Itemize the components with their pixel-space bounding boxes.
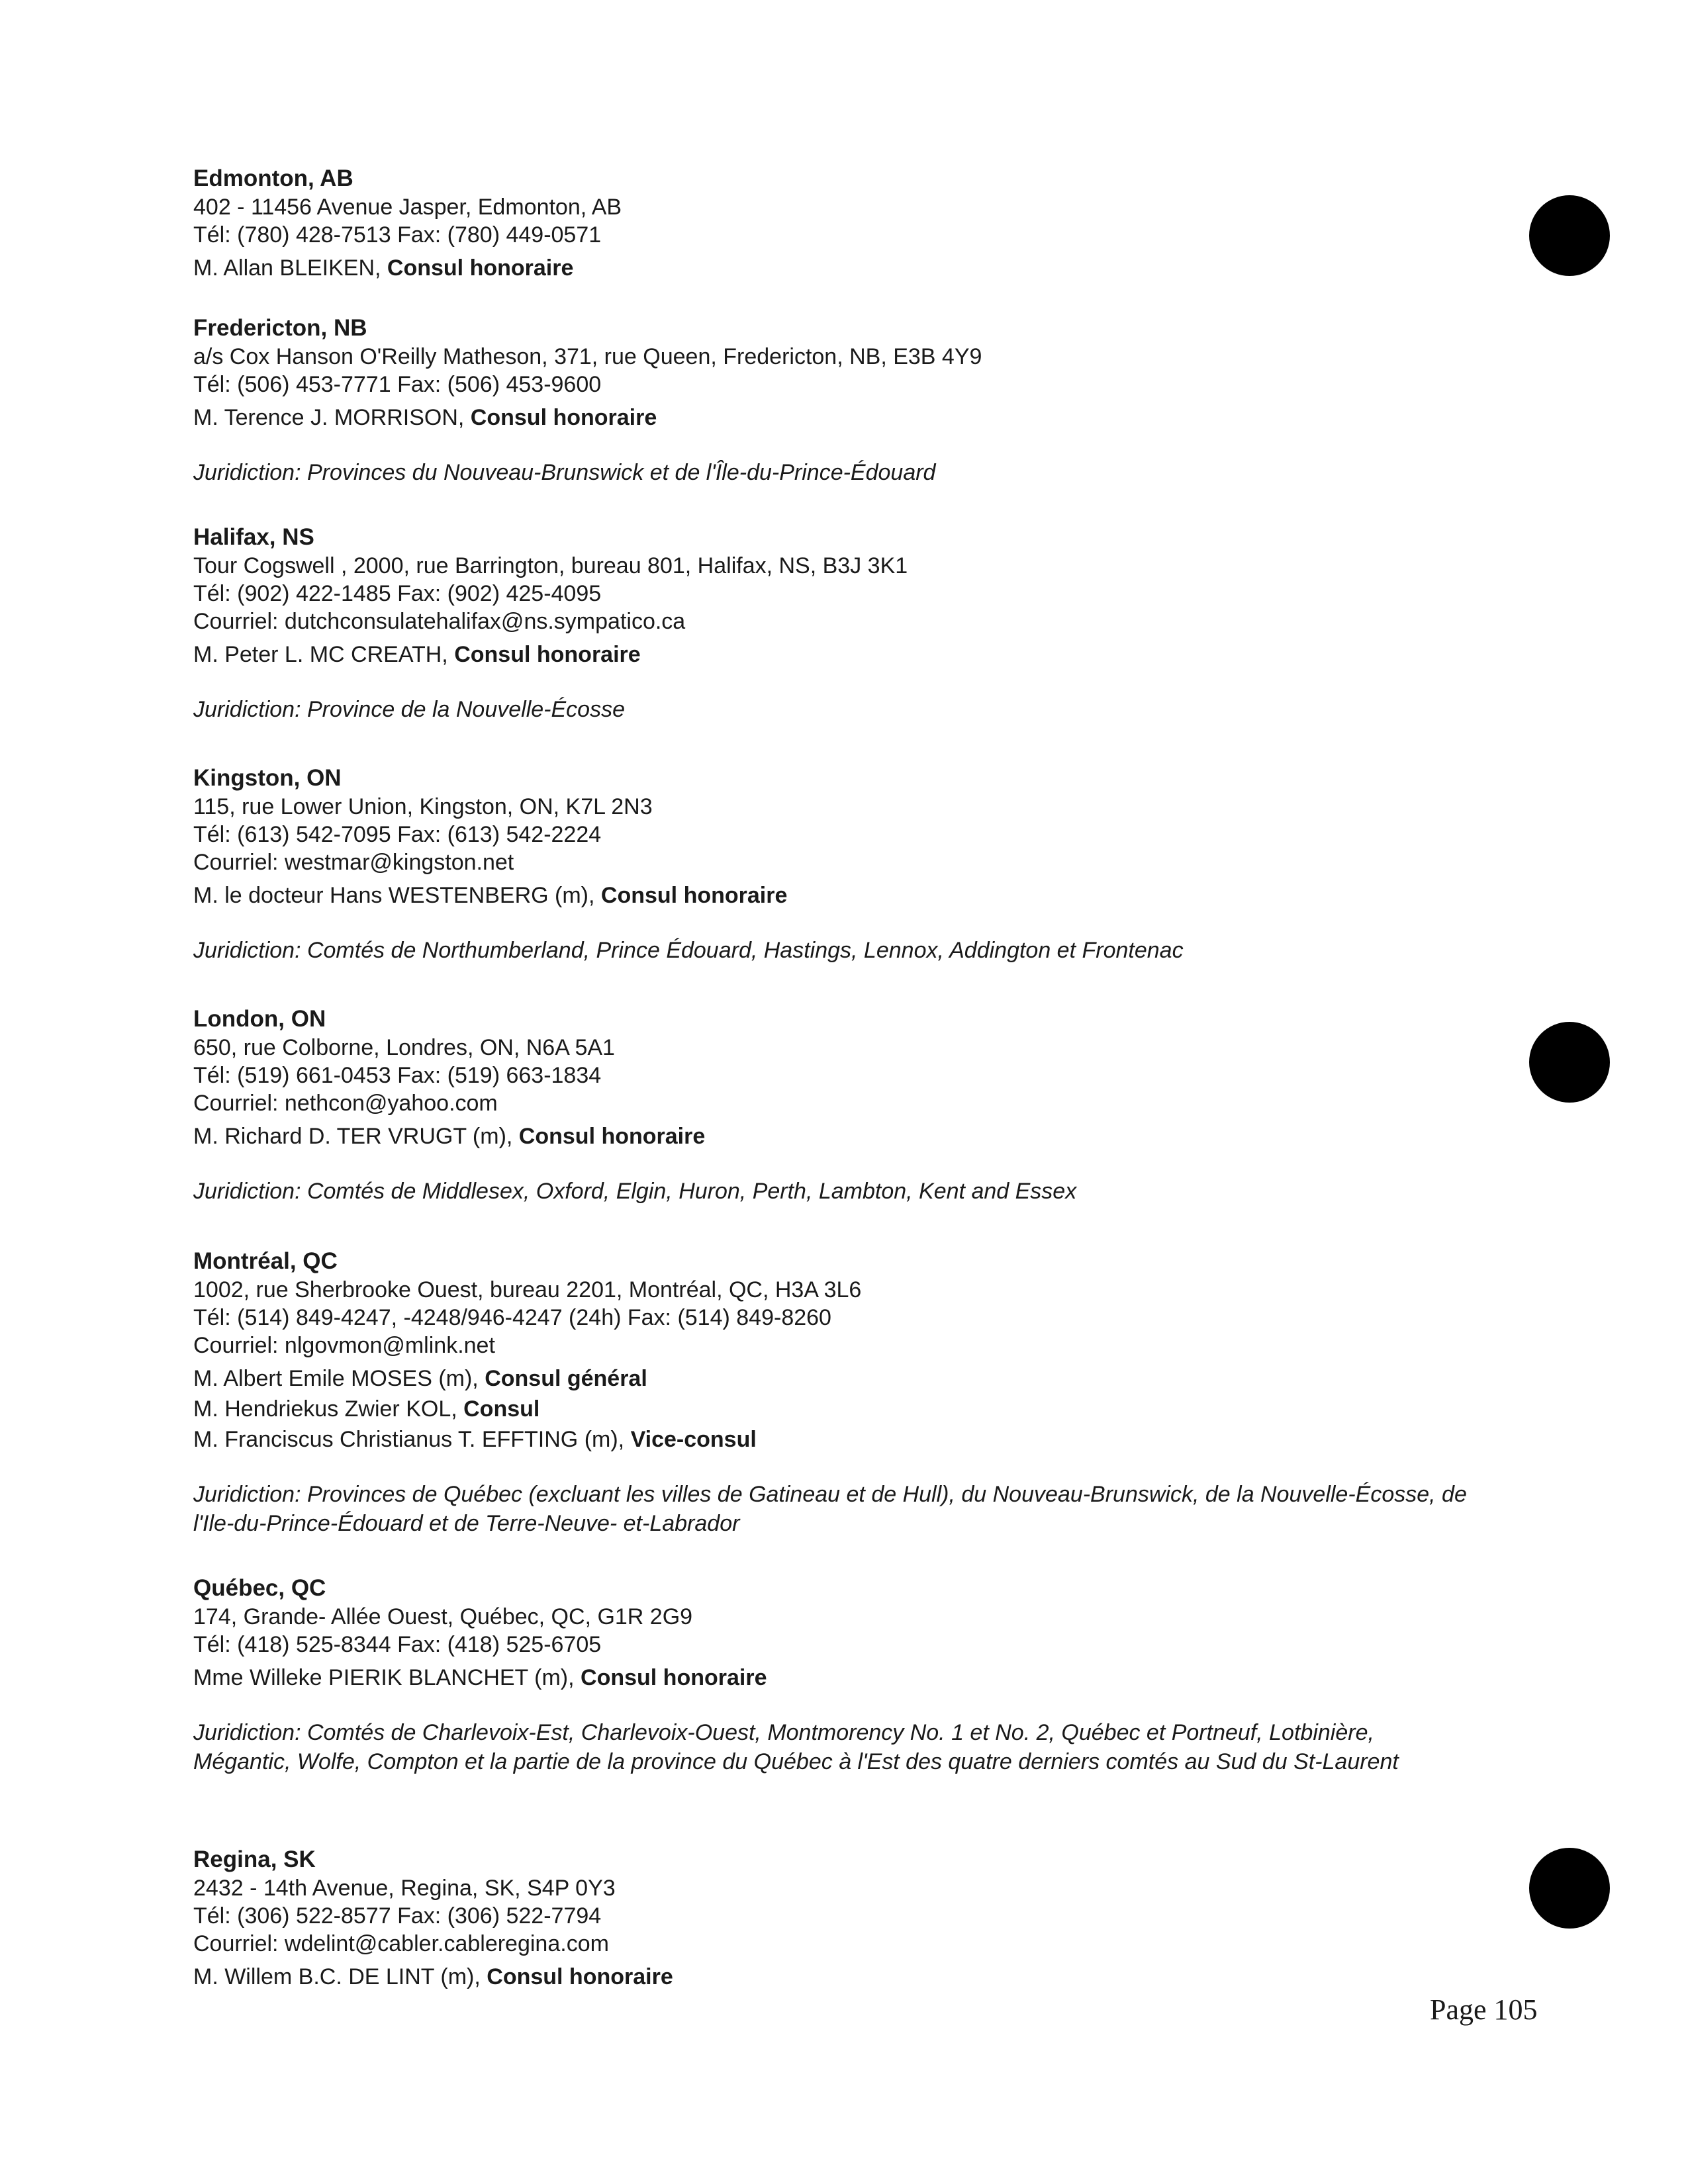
address-line: 402 - 11456 Avenue Jasper, Edmonton, AB	[193, 195, 622, 220]
consul-line	[193, 1121, 1517, 1152]
jurisdiction-note: Juridiction: Provinces de Québec (excluant les villes de Gatineau et de Hull), du Nouveau-Brunswick, de la Nouvelle-Écosse, de l'Ile-du-Prince-Édouard et de Terre-Neuve- et-Labrador	[193, 1482, 1467, 1536]
consulate-entry-montreal	[193, 1247, 1517, 1538]
consul-title: Consul honoraire	[454, 642, 641, 667]
address-line: Tour Cogswell , 2000, rue Barrington, bureau 801, Halifax, NS, B3J 3K1	[193, 553, 908, 578]
consulate-entry-quebec	[193, 1574, 1517, 1776]
consul-line	[193, 1962, 1517, 1992]
consul-title: Consul honoraire	[470, 405, 657, 430]
jurisdiction-note: Juridiction: Comtés de Middlesex, Oxford, Elgin, Huron, Perth, Lambton, Kent and Essex	[193, 1179, 1077, 1204]
email-line: Courriel: nethcon@yahoo.com	[193, 1091, 498, 1116]
phone-fax-line: Tél: (306) 522-8577 Fax: (306) 522-7794	[193, 1903, 602, 1929]
consul-name: M. Willem B.C. DE LINT (m),	[193, 1964, 487, 1989]
jurisdiction-note: Juridiction: Provinces du Nouveau-Brunswick et de l'Île-du-Prince-Édouard	[193, 460, 936, 485]
consul-name: M. Allan BLEIKEN,	[193, 255, 387, 281]
email-line: Courriel: westmar@kingston.net	[193, 850, 514, 875]
consul-line	[193, 639, 1517, 670]
consul-line	[193, 1424, 1517, 1455]
address-line: a/s Cox Hanson O'Reilly Matheson, 371, rue Queen, Fredericton, NB, E3B 4Y9	[193, 344, 982, 369]
consul-line	[193, 1363, 1517, 1394]
consul-line	[193, 1662, 1517, 1693]
consulate-entry-edmonton	[193, 164, 1517, 283]
phone-fax-line: Tél: (902) 422-1485 Fax: (902) 425-4095	[193, 581, 602, 606]
phone-fax-line: Tél: (514) 849-4247, -4248/946-4247 (24h) Fax: (514) 849-8260	[193, 1305, 831, 1330]
phone-fax-line: Tél: (418) 525-8344 Fax: (418) 525-6705	[193, 1632, 602, 1657]
consulate-entry-halifax	[193, 523, 1517, 724]
consulate-entry-fredericton	[193, 314, 1517, 487]
consulate-entry-london	[193, 1005, 1517, 1206]
consul-name: M. le docteur Hans WESTENBERG (m),	[193, 883, 601, 908]
city-heading: Montréal, QC	[193, 1248, 338, 1274]
phone-fax-line: Tél: (519) 661-0453 Fax: (519) 663-1834	[193, 1063, 602, 1088]
address-line: 2432 - 14th Avenue, Regina, SK, S4P 0Y3	[193, 1876, 616, 1901]
consul-title: Vice-consul	[630, 1427, 757, 1452]
consul-title: Consul général	[485, 1366, 647, 1391]
email-line: Courriel: dutchconsulatehalifax@ns.sympatico.ca	[193, 609, 686, 634]
city-heading: Halifax, NS	[193, 524, 314, 550]
city-heading: Regina, SK	[193, 1846, 316, 1872]
city-heading: Québec, QC	[193, 1575, 326, 1601]
city-heading: Edmonton, AB	[193, 165, 353, 191]
consul-line	[193, 1394, 1517, 1424]
punch-hole-middle	[1529, 1022, 1610, 1103]
punch-hole-bottom	[1529, 1848, 1610, 1929]
consulate-entry-regina	[193, 1845, 1517, 1992]
consul-name: M. Richard D. TER VRUGT (m),	[193, 1124, 519, 1149]
consul-line	[193, 253, 1517, 283]
email-line: Courriel: nlgovmon@mlink.net	[193, 1333, 495, 1358]
jurisdiction-note: Juridiction: Comtés de Northumberland, Prince Édouard, Hastings, Lennox, Addington et Frontenac	[193, 938, 1184, 963]
address-line: 174, Grande- Allée Ouest, Québec, QC, G1R 2G9	[193, 1604, 693, 1629]
jurisdiction-note: Juridiction: Comtés de Charlevoix-Est, Charlevoix-Ouest, Montmorency No. 1 et No. 2, Québec et Portneuf, Lotbinière, Mégantic, Wolfe, Compton et la partie de la province du Québec à l'Est des quatre derniers comtés au Sud du St-Laurent	[193, 1720, 1399, 1774]
consul-title: Consul	[463, 1396, 540, 1422]
consul-line	[193, 880, 1517, 911]
consul-title: Consul honoraire	[581, 1665, 767, 1690]
consul-name: M. Albert Emile MOSES (m),	[193, 1366, 485, 1391]
email-line: Courriel: wdelint@cabler.cableregina.com	[193, 1931, 609, 1956]
consul-title: Consul honoraire	[487, 1964, 673, 1989]
consulate-entry-kingston	[193, 764, 1517, 965]
consul-title: Consul honoraire	[387, 255, 574, 281]
city-heading: Fredericton, NB	[193, 315, 367, 341]
phone-fax-line: Tél: (506) 453-7771 Fax: (506) 453-9600	[193, 372, 602, 397]
consul-name: M. Hendriekus Zwier KOL,	[193, 1396, 464, 1422]
consul-title: Consul honoraire	[600, 883, 788, 908]
address-line: 650, rue Colborne, Londres, ON, N6A 5A1	[193, 1035, 615, 1060]
city-heading: London, ON	[193, 1006, 326, 1032]
consul-name: M. Peter L. MC CREATH,	[193, 642, 455, 667]
jurisdiction-note: Juridiction: Province de la Nouvelle-Écosse	[193, 697, 625, 722]
address-line: 115, rue Lower Union, Kingston, ON, K7L 2N3	[193, 794, 653, 819]
phone-fax-line: Tél: (780) 428-7513 Fax: (780) 449-0571	[193, 222, 602, 248]
consul-name: M. Franciscus Christianus T. EFFTING (m),	[193, 1427, 631, 1452]
consul-name: Mme Willeke PIERIK BLANCHET (m),	[193, 1665, 581, 1690]
punch-hole-top	[1529, 195, 1610, 276]
consul-title: Consul honoraire	[518, 1124, 706, 1149]
address-line: 1002, rue Sherbrooke Ouest, bureau 2201, Montréal, QC, H3A 3L6	[193, 1277, 862, 1302]
consul-line	[193, 402, 1517, 433]
consul-name: M. Terence J. MORRISON,	[193, 405, 471, 430]
phone-fax-line: Tél: (613) 542-7095 Fax: (613) 542-2224	[193, 822, 602, 847]
city-heading: Kingston, ON	[193, 765, 342, 791]
page-number: Page 105	[1430, 1993, 1538, 2026]
